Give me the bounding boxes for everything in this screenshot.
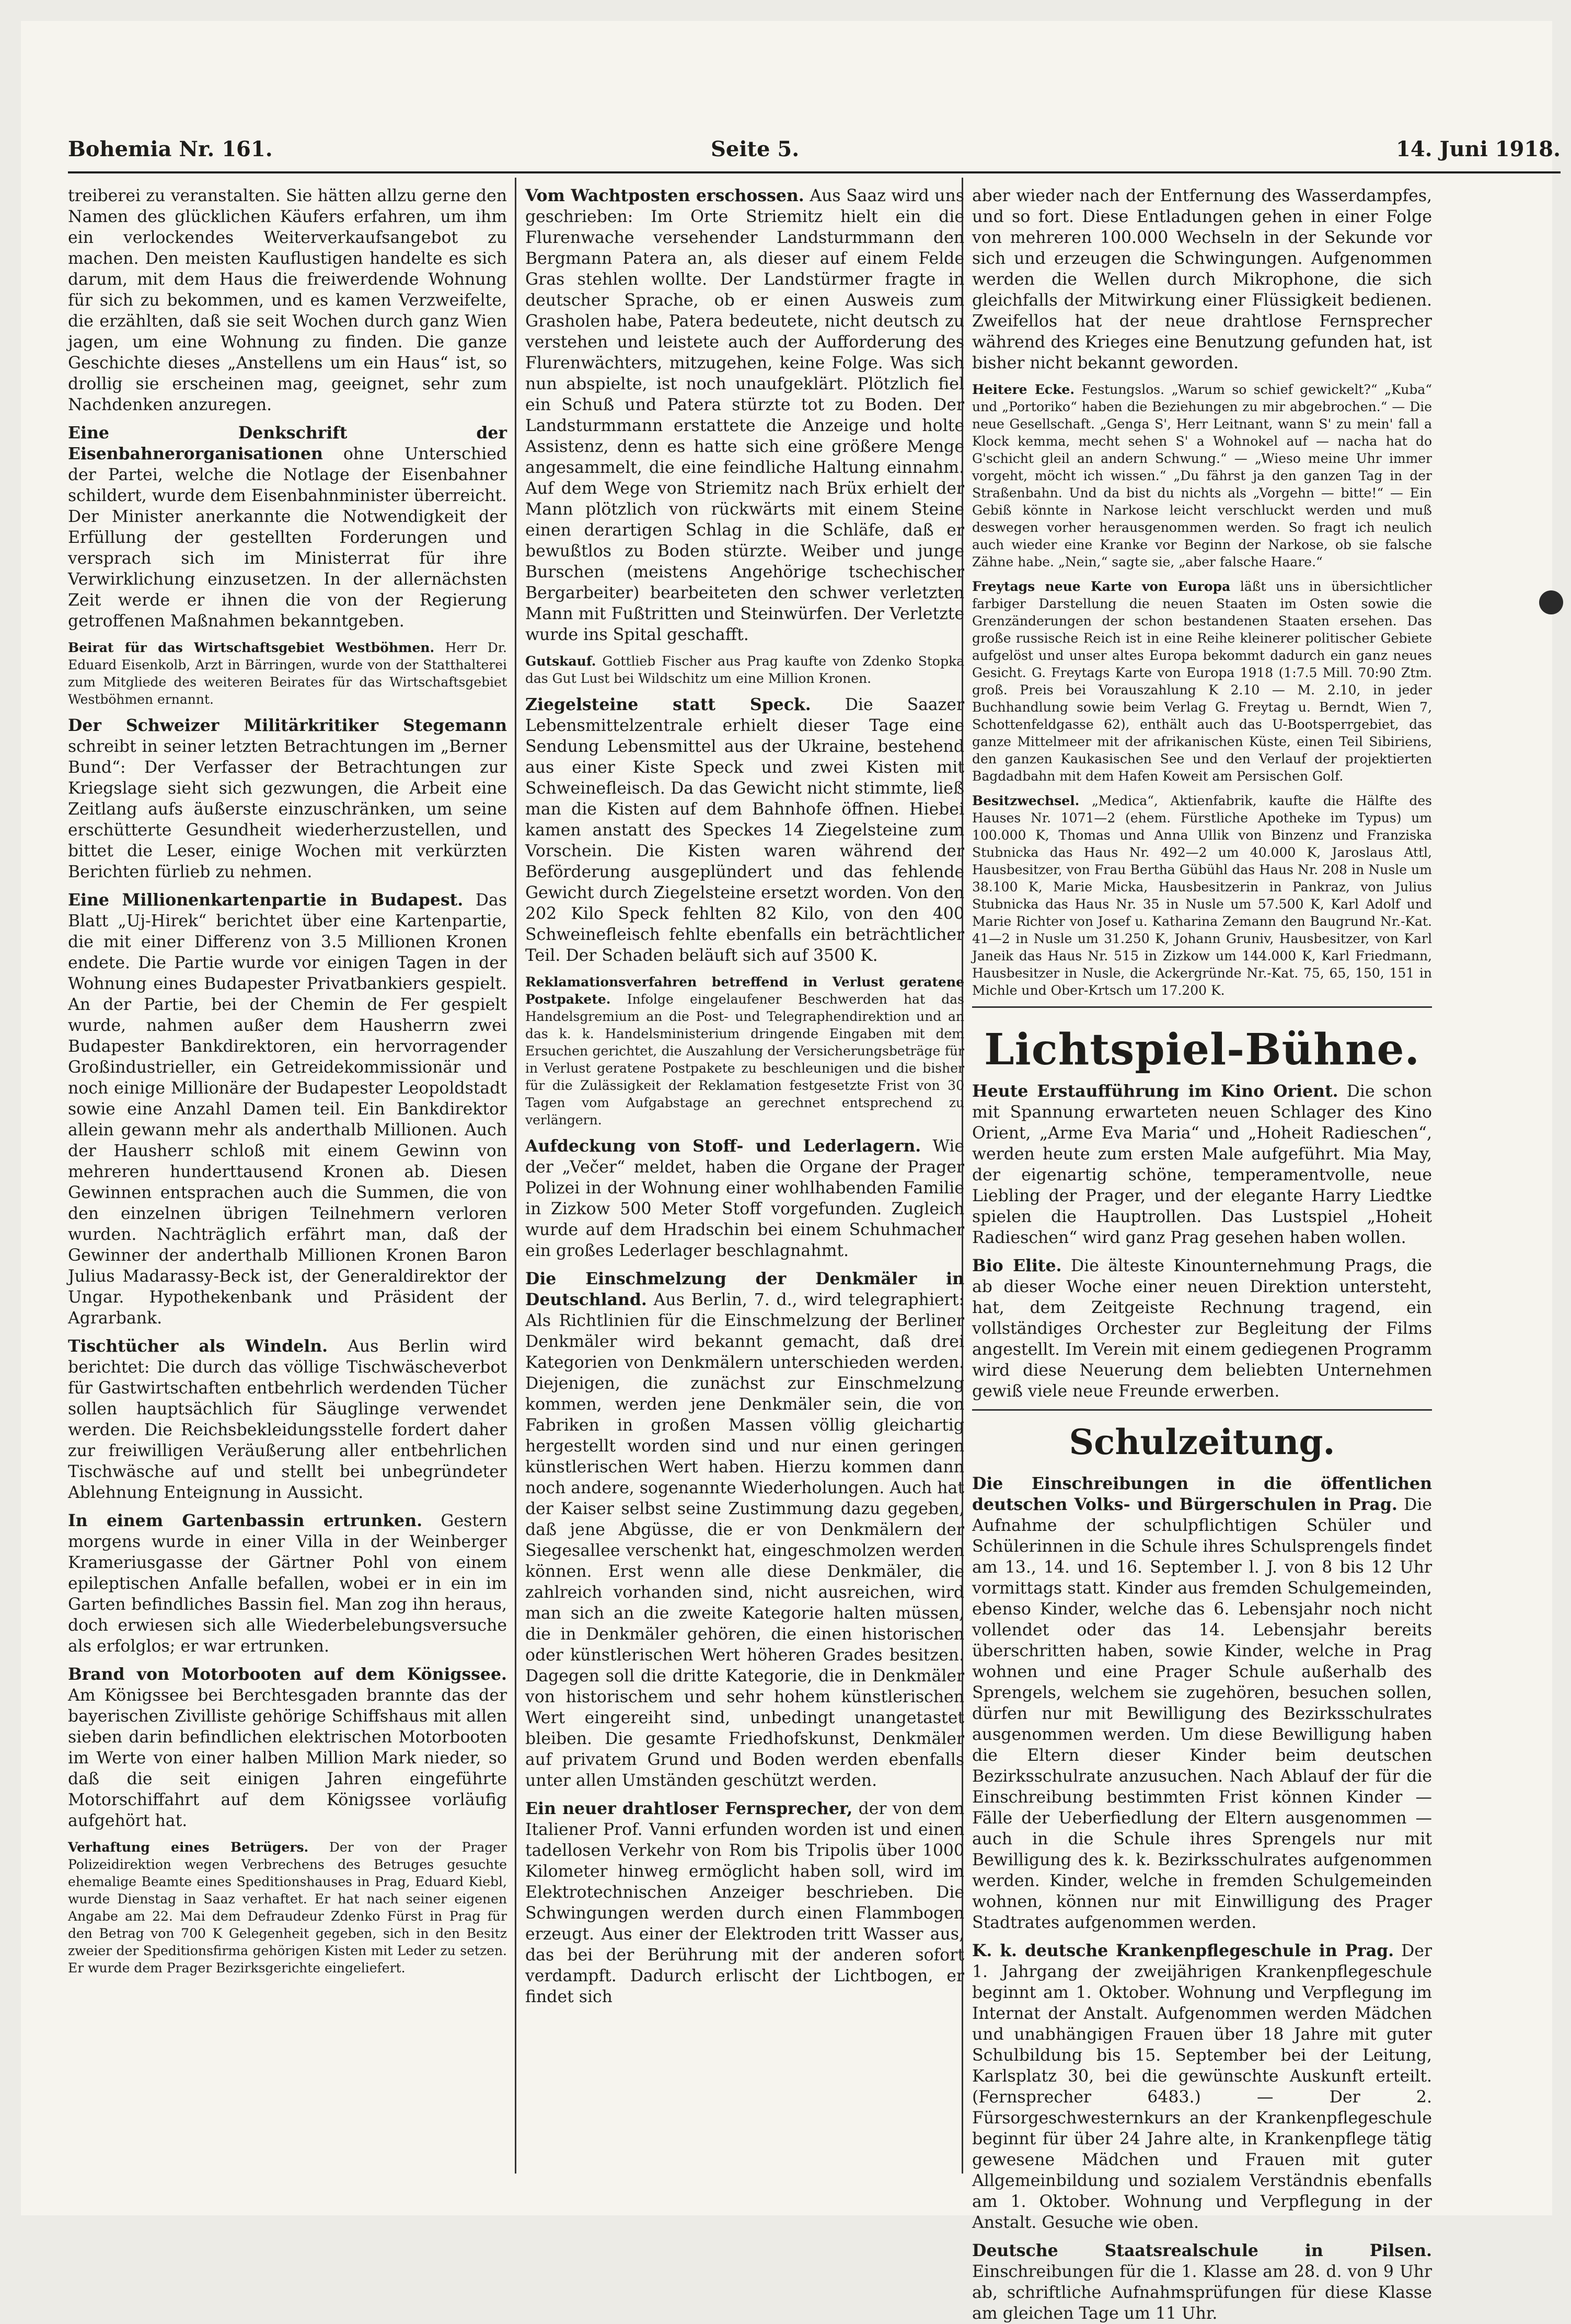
column-2 xyxy=(525,185,964,2171)
article xyxy=(972,1473,1432,1933)
article-heading: K. k. deutsche Krankenpflegeschule in Prag. xyxy=(972,1941,1394,1960)
schulzeitung-articles xyxy=(972,1473,1432,2324)
article xyxy=(525,973,964,1129)
column-3 xyxy=(972,185,1433,2323)
article-text: Aus Berlin, 7. d., wird telegraphiert: Als Richtlinien für die Einschmelzung der Berliner Denkmäler wird bekannt gemacht, daß drei Kategorien von Denkmälern unterschieden werden. Diejenigen, die zunächst zur Einschmelzung kommen, werden jene Denkmäler sein, die von Fabriken in großen Massen völlig gleichartig hergestellt worden sind und nur einen geringen künstlerischen Wert haben. Hierzu kommen dann noch andere, sogenannte Wiederholungen. Auch hat der Kaiser selbst seine Zustimmung dazu gegeben, daß jene Abgüsse, die er von Denkmälern der Siegesallee verschenkt hat, eingeschmolzen werden können. Erst wenn alle diese Denkmäler, die zahlreich vorhanden sind, nicht ausreichen, wird man sich an die zweite Kategorie halten müssen, die in Denkmäler gehören, die einen historischen oder künstlerischen Wert höheren Grades besitzen. Dagegen soll die dritte Kategorie, die in Denkmäler von historischem und sehr hohem künstlerischen Wert eingereiht sind, unbedingt unangetastet bleiben. Die gesamte Friedhofskunst, Denkmäler auf privatem Grund und Boden werden ebenfalls unter allen Umständen geschützt werden. xyxy=(525,1291,964,1790)
article-heading: Gutskauf. xyxy=(525,654,596,669)
article-heading: Die Einschreibungen in die öffentlichen deutschen Volks- und Bürgerschulen in Prag. xyxy=(972,1474,1432,1514)
article-heading: Der Schweizer Militärkritiker Stegemann xyxy=(68,716,507,735)
article-heading: Freytags neue Karte von Europa xyxy=(972,579,1231,594)
article-text: Infolge eingelaufener Beschwerden hat das Handelsgremium an die Post- und Telegraphendirektion und an das k. k. Handelsministerium dringende Eingaben mit dem Ersuchen gerichtet, die Auszahlung der Versicherungsbeträge für in Verlust geratene Postpakete zu beschleunigen und die bisher für die Zulässigkeit der Reklamation festgesetzte Frist von 30 Tagen vom Aufgabstage an gerechnet entsprechend zu verlängern. xyxy=(525,992,964,1128)
header-date: 14. Juni 1918. xyxy=(1396,137,1561,161)
article-heading: Aufdeckung von Stoff- und Lederlagern. xyxy=(525,1136,921,1156)
article-heading: In einem Gartenbassin ertrunken. xyxy=(68,1511,423,1530)
article-heading: Heute Erstaufführung im Kino Orient. xyxy=(972,1082,1338,1101)
article-text: aber wieder nach der Entfernung des Wasserdampfes, und so fort. Diese Entladungen gehen in einer Folge von mehreren 100.000 Wechseln in der Sekunde vor sich und erzeugen die Schwingungen. Aufgenommen werden die Wellen durch Mikrophone, die sich gleichfalls der Mitwirkung einer Flüssigkeit bedienen. Zweifellos hat der neue drahtlose Fernsprecher während des Krieges eine Benutzung gefunden hat, ist bisher nicht bekannt geworden. xyxy=(972,187,1432,373)
article xyxy=(525,1798,964,2007)
article-text: Wie der „Večer“ meldet, haben die Organe der Prager Polizei in der Wohnung einer wohlhabenden Familie in Zizkow 500 Meter Stoff vorgefunden. Zugleich wurde auf dem Hradschin bei einem Schuhmacher ein großes Lederlager beschlagnahmt. xyxy=(525,1137,964,1260)
column-divider xyxy=(515,178,516,2174)
article-heading: Deutsche Staatsrealschule in Pilsen. xyxy=(972,2241,1432,2260)
article xyxy=(525,1269,964,1791)
article-heading: Eine Millionenkartenpartie in Budapest. xyxy=(68,890,464,910)
article-text: Das Blatt „Uj-Hirek“ berichtet über eine Kartenpartie, die mit einer Differenz von 3.5 Millionen Kronen endete. Die Partie wurde vor einigen Tagen in der Wohnung eines Budapester Privatbankiers gespielt. An der Partie, bei der Chemin de Fer gespielt wurde, nahmen außer dem Hausherrn zwei Budapester Bankdirektoren, ein hervorragender Großindustrieller, ein Getreidekommissionär und noch einige Millionäre der Budapester Leopoldstadt sowie eine Anzahl Damen teil. Ein Bankdirektor allein gewann mehr als anderthalb Millionen. Auch der Hausherr schloß mit einem Gewinn von mehreren hunderttausend Kronen ab. Diesen Gewinnen entsprachen auch die Summen, die von den einzelnen übrigen Teilnehmern verloren wurden. Nachträglich erfährt man, daß der Gewinner der anderthalb Millionen Kronen Baron Julius Madarassy-Beck ist, der Generaldirektor der Ungar. Hypothekenbank und Präsident der Agrarbank. xyxy=(68,891,507,1328)
article-text: „Medica“, Aktienfabrik, kaufte die Hälfte des Hauses Nr. 1071—2 (ehem. Fürstliche Apotheke im Typus) um 100.000 K, Thomas und Anna Ullik von Binzenz und Franziska Stubnicka das Haus Nr. 492—2 um 40.000 K, Jaroslaus Attl, Hausbesitzer, von Frau Bertha Gübühl das Haus Nr. 208 in Nusle um 38.100 K, Marie Micka, Hausbesitzerin in Pankraz, von Julius Stubnicka das Haus Nr. 35 in Nusle um 57.500 K, Karl Adolf und Marie Richter von Josef u. Katharina Zemann den Baugrund Nr.-Kat. 41—2 in Nusle um 31.250 K, Johann Gruniv, Hausbesitzer, von Karl Janeik das Haus Nr. 515 in Zizkow um 144.000 K, Karl Friedmann, Hausbesitzer in Nusle, die Ackergründe Nr.-Kat. 75, 65, 150, 151 in Michle und Ober-Krtsch um 17.200 K. xyxy=(972,793,1432,998)
article-text: Festungslos. „Warum so schief gewickelt?“ „Kuba“ und „Portoriko“ haben die Beziehungen zu mir abgebrochen.“ — Die neue Gesellschaft. „Genga S', Herr Leitnant, wann S' zu mein' fall a Klock kemma, mecht sehen S' a Wohnokel auf — nacha hat do G'schicht gleil an andern Schwung.“ — „Wieso meine Uhr immer vorgeht, möcht ich wissen.“ „Du fährst ja den ganzen Tag in der Straßenbahn. Und da bist du nichts als „Vorgehn — bitte!“ — Ein Gebiß könnte in Narkose leicht verschluckt werden und muß deswegen vorher herausgenommen werden. So fragt ich neulich auch wieder eine Kranke vor Beginn der Narkose, ob sie falsche Zähne habe. „Nein,“ sagte sie, „aber falsche Haare.“ xyxy=(972,382,1433,570)
article xyxy=(972,185,1432,374)
scan-punch-hole xyxy=(1539,590,1563,614)
schulzeitung-section-title: Schulzeitung. xyxy=(1069,1422,1335,1462)
article xyxy=(972,381,1432,571)
lichtspiel-articles xyxy=(972,1081,1432,1402)
article-text: Einschreibungen für die 1. Klasse am 28. d. von 9 Uhr ab, schriftliche Aufnahmsprüfungen für diese Klasse am gleichen Tage um 11 Uhr. xyxy=(972,2262,1432,2323)
page-header xyxy=(68,131,1561,167)
article xyxy=(972,1940,1432,2233)
article-heading: Ein neuer drahtloser Fernsprecher, xyxy=(525,1799,853,1818)
article xyxy=(525,653,964,687)
header-issue: Bohemia Nr. 161. xyxy=(68,137,273,161)
section-divider xyxy=(972,1006,1432,1008)
article-text: Die schon mit Spannung erwarteten neuen Schlager des Kino Orient, „Arme Eva Maria“ und „Hoheit Radieschen“, werden heute zum ersten Male aufgeführt. Mia May, der eigenartig schöne, temperamentvolle, neue Liebling der Prager, und der elegante Harry Liedtke spielen die Hauptrollen. Das Lustspiel „Hoheit Radieschen“ wird ganz Prag gesehen haben wollen. xyxy=(972,1082,1433,1247)
article-heading: Brand von Motorbooten auf dem Königssee. xyxy=(68,1665,507,1684)
article-text: Der 1. Jahrgang der zweijährigen Krankenpflegeschule beginnt am 1. Oktober. Wohnung und Verpflegung im Internat der Anstalt. Aufgenommen werden Mädchen und unabhängigen Frauen über 18 Jahre mit guter Schulbildung bis 15. September bei der Leitung, Karlsplatz 30, bei die gewünschte Auskunft erteilt. (Fernsprecher 6483.) — Der 2. Fürsorgeschwesternkurs an der Krankenpflegeschule beginnt für über 24 Jahre alte, in Krankenpflege tätig gewesene Mädchen und Frauen mit guter Allgemeinbildung und sozialem Verständnis ebenfalls am 1. Oktober. Wohnung und Verpflegung in der Anstalt. Gesuche wie oben. xyxy=(972,1942,1433,2232)
lichtspiel-section-title: Lichtspiel-Bühne. xyxy=(984,1025,1420,1075)
article-text: ohne Unterschied der Partei, welche die Notlage der Eisenbahner schildert, wurde dem Eisenbahnminister überreicht. Der Minister anerkannte die Notwendigkeit der Erfüllung der gestellten Forderungen und versprach sich im Ministerrat für ihre Verwirklichung einzusetzen. In der allernächsten Zeit werde er ihnen die von der Regierung getroffenen Maßnahmen bekanntgeben. xyxy=(68,445,507,631)
article xyxy=(68,890,507,1329)
article-text: Der von der Prager Polizeidirektion wegen Verbrechens des Betruges gesuchte ehemalige Beamte eines Speditionshauses in Prag, Eduard Kiebl, wurde Dienstag in Saaz verhaftet. Er hat nach seiner eigenen Angabe am 22. Mai dem Defraudeur Zdenko Fürst in Prag für den Betrag von 700 K Gelegenheit gegeben, sich in den Besitz zweier der Speditionsfirma gehörigen Kisten mit Leder zu setzen. Er wurde dem Prager Bezirksgerichte eingeliefert. xyxy=(68,1840,507,1976)
article xyxy=(525,694,964,966)
article xyxy=(68,639,507,708)
article xyxy=(525,185,964,645)
article xyxy=(972,2240,1432,2324)
article-text: Die Aufnahme der schulpflichtigen Schüler und Schülerinnen in die Schule ihres Schulsprengels findet am 13., 14. und 16. September l. J. von 8 bis 12 Uhr vormittags statt. Kinder aus fremden Schulgemeinden, ebenso Kinder, welche das 6. Lebensjahr noch nicht vollendet oder das 14. Lebensjahr bereits überschritten haben, sowie Kinder, welche in Prag wohnen und eine Prager Schule außerhalb des Sprengels, welchem sie zugehören, besuchen sollen, dürfen nur mit Bewilligung des Bezirksschulrates ausgenommen werden. Um diese Bewilligung haben die Eltern dieser Kinder beim deutschen Bezirksschulrate anzusuchen. Nach Ablauf der für die Einschreibung bestimmten Frist können Kinder — Fälle der Ueberfiedlung der Eltern ausgenommen — auch in die Schule ihres Sprengels nur mit Bewilligung des k. k. Bezirksschulrates aufgenommen werden. Kinder, welche in fremden Schulgemeinden wohnen, können nur mit Einwilligung des Prager Stadtrates aufgenommen werden. xyxy=(972,1495,1432,1932)
article-heading: Vom Wachtposten erschossen. xyxy=(525,186,804,205)
article xyxy=(972,792,1432,999)
article-text: Aus Berlin wird berichtet: Die durch das völlige Tischwäscheverbot für Gastwirtschaften entbehrlich werdenden Tücher sollen hauptsächlich für Säuglinge verwendet werden. Die Reichsbekleidungsstelle fordert daher zur freiwilligen Veräußerung aller entbehrlichen Tischwäsche auf und stellt bei unbegründeter Ablehnung Enteignung in Aussicht. xyxy=(68,1337,507,1502)
article xyxy=(525,1136,964,1261)
article-text: der von dem Italiener Prof. Vanni erfunden worden ist und einen tadellosen Verkehr von Rom bis Tripolis über 1000 Kilometer hinweg ermöglicht haben soll, wird im Elektrotechnischen Anzeiger beschrieben. Die Schwingungen werden durch einen Flammbogen erzeugt. Aus einer der Elektroden tritt Wasser aus, das bei der Berührung mit der anderen sofort verdampft. Dadurch erlischt der Lichtbogen, er findet sich xyxy=(525,1799,964,2006)
article-text: läßt uns in übersichtlicher farbiger Darstellung die neuen Staaten im Osten sowie die Grenzänderungen der schon bestandenen Staaten ersehen. Das große russische Reich ist in eine Reihe kleinerer politischer Gebiete aufgelöst und unser altes Europa bekommt dadurch ein ganz neues Gesicht. G. Freytags Karte von Europa 1918 (1:7.5 Mill. 70:90 Ztm. groß. Preis bei Vorauszahlung K 2.10 — M. 2.10, in jeder Buchhandlung sowie beim Verlag G. Freytag u. Berndt, Wien 7, Schottenfeldgasse 62), enthält auch das U-Bootsperrgebiet, das ganze Mittelmeer mit der afrikanischen Küste, einen Teil Sibiriens, den ganzen Kaukasischen See und den Verlauf der projektierten Bagdadbahn mit dem Hafen Koweit am Persischen Golf. xyxy=(972,579,1432,784)
article-text: schreibt in seiner letzten Betrachtungen im „Berner Bund“: Der Verfasser der Betrachtungen zur Kriegslage sieht sich gezwungen, die Arbeit eine Zeitlang aufs äußerste einzuschränken, um seine erschütterte Gesundheit wiederherzustellen, und bittet die Leser, einige Wochen mit verkürzten Berichten fürlieb zu nehmen. xyxy=(68,737,507,881)
article xyxy=(68,1839,507,1977)
column-1 xyxy=(68,185,507,2171)
article-heading: Besitzwechsel. xyxy=(972,793,1080,808)
header-page-number: Seite 5. xyxy=(711,137,800,161)
article xyxy=(68,715,507,882)
article-text: Herr Dr. Eduard Eisenkolb, Arzt in Bärringen, wurde von der Statthalterei zum Mitgliede des weiteren Beirates für das Wirtschaftsgebiet Westböhmen ernannt. xyxy=(68,640,507,707)
article xyxy=(68,423,507,632)
article xyxy=(68,1336,507,1503)
article-text: Gestern morgens wurde in einer Villa in der Weinberger Krameriusgasse der Gärtner Pohl von einem epileptischen Anfalle befallen, wobei er in ein im Garten befindliches Bassin fiel. Man zog ihn heraus, doch erwiesen sich alle Wiederbelebungsversuche als erfolglos; er war ertrunken. xyxy=(68,1512,507,1656)
article-heading: Ziegelsteine statt Speck. xyxy=(525,695,811,714)
article-heading: Eine Denkschrift der Eisenbahnerorganisationen xyxy=(68,423,507,463)
article xyxy=(68,1510,507,1657)
article-heading: Verhaftung eines Betrügers. xyxy=(68,1840,309,1855)
article-heading: Heitere Ecke. xyxy=(972,382,1075,397)
article xyxy=(68,185,507,415)
column-3-articles xyxy=(972,185,1432,999)
article-text: Gottlieb Fischer aus Prag kaufte von Zdenko Stopka das Gut Lust bei Wildschitz um eine Million Kronen. xyxy=(525,654,964,686)
article-text: Aus Saaz wird uns geschrieben: Im Orte Striemitz hielt ein die Flurenwache versehender Landsturmmann den Bergmann Patera an, als dieser auf einem Felde Gras stehlen wollte. Der Landstürmer fragte in deutscher Sprache, ob er einen Ausweis zum Grasholen habe, Patera bedeutete, nicht deutsch zu verstehen und leistete auch der Aufforderung des Flurenwächters, mitzugehen, keine Folge. Was sich nun abspielte, ist noch unaufgeklärt. Plötzlich fiel ein Schuß und Patera stürzte tot zu Boden. Der Landsturmmann erstattete die Anzeige und holte Assistenz, denn es hatte sich eine größere Menge angesammelt, die eine feindliche Haltung einnahm. Auf dem Wege von Striemitz nach Brüx erhielt der Mann plötzlich von rückwärts mit einem Steine einen derartigen Schlag in die Schläfe, daß er bewußtlos zu Boden stürzte. Weiber und junge Burschen (meistens Angehörige tschechischer Bergarbeiter) bearbeiteten den schwer verletzten Mann mit Fußtritten und Steinwürfen. Der Verletzte wurde ins Spital geschafft. xyxy=(525,187,964,644)
article-text: Am Königssee bei Berchtesgaden brannte das der bayerischen Zivilliste gehörige Schiffshaus mit allen sieben darin befindlichen elektrischen Motorbooten im Werte von einer halben Million Mark nieder, so daß die seit einigen Jahren eingeführte Motorschiffahrt auf dem Königssee vorläufig aufgehört hat. xyxy=(68,1686,507,1830)
article-heading: Beirat für das Wirtschaftsgebiet Westböhmen. xyxy=(68,640,435,655)
header-rule xyxy=(68,171,1561,173)
article xyxy=(68,1664,507,1831)
section-divider xyxy=(972,1409,1432,1411)
article-text: Die Saazer Lebensmittelzentrale erhielt dieser Tage eine Sendung Lebensmittel aus der Ukraine, bestehend aus einer Kiste Speck und zwei Kisten mit Schweinefleisch. Da das Gewicht nicht stimmte, ließ man die Kisten auf dem Bahnhofe öffnen. Hiebei kamen anstatt des Speckes 14 Ziegelsteine zum Vorschein. Die Kisten waren während der Beförderung ausgeplündert und das fehlende Gewicht durch Ziegelsteine ersetzt worden. Von den 202 Kilo Speck fehlten 82 Kilo, von den 400 Schweinefleisch fehlte ebenfalls ein beträchtlicher Teil. Der Schaden beläuft sich auf 3500 K. xyxy=(525,695,965,965)
article-heading: Reklamationsverfahren betreffend in Verlust geratene Postpakete. xyxy=(525,974,964,1007)
article-text: Die älteste Kinounternehmung Prags, die ab dieser Woche einer neuen Direktion untersteht, hat, dem Zeitgeiste Rechnung tragend, ein vollständiges Orchester zur Begleitung der Films angestellt. Im Verein mit einem gediegenen Programm wird diese Neuerung dem beliebten Unternehmen gewiß viele neue Freunde erwerben. xyxy=(972,1257,1432,1401)
article xyxy=(972,1081,1432,1248)
article-heading: Tischtücher als Windeln. xyxy=(68,1337,328,1356)
article-text: treiberei zu veranstalten. Sie hätten allzu gerne den Namen des glücklichen Käufers erfahren, um ihm ein verlockendes Weiterverkaufsangebot zu machen. Den meisten Kauflustigen handelte es sich darum, mit dem Haus die freiwerdende Wohnung für sich zu bekommen, und es kamen Verzweifelte, die erzählten, daß sie seit Wochen durch ganz Wien jagen, um eine Wohnung zu finden. Die ganze Geschichte dieses „Anstellens um ein Haus“ ist, so drollig sie erscheinen mag, geeignet, sehr zum Nachdenken anzuregen. xyxy=(68,187,507,414)
article-heading: Bio Elite. xyxy=(972,1256,1062,1275)
article xyxy=(972,578,1432,785)
article xyxy=(972,1256,1432,1402)
article-heading: Die Einschmelzung der Denkmäler in Deutschland. xyxy=(525,1269,964,1309)
